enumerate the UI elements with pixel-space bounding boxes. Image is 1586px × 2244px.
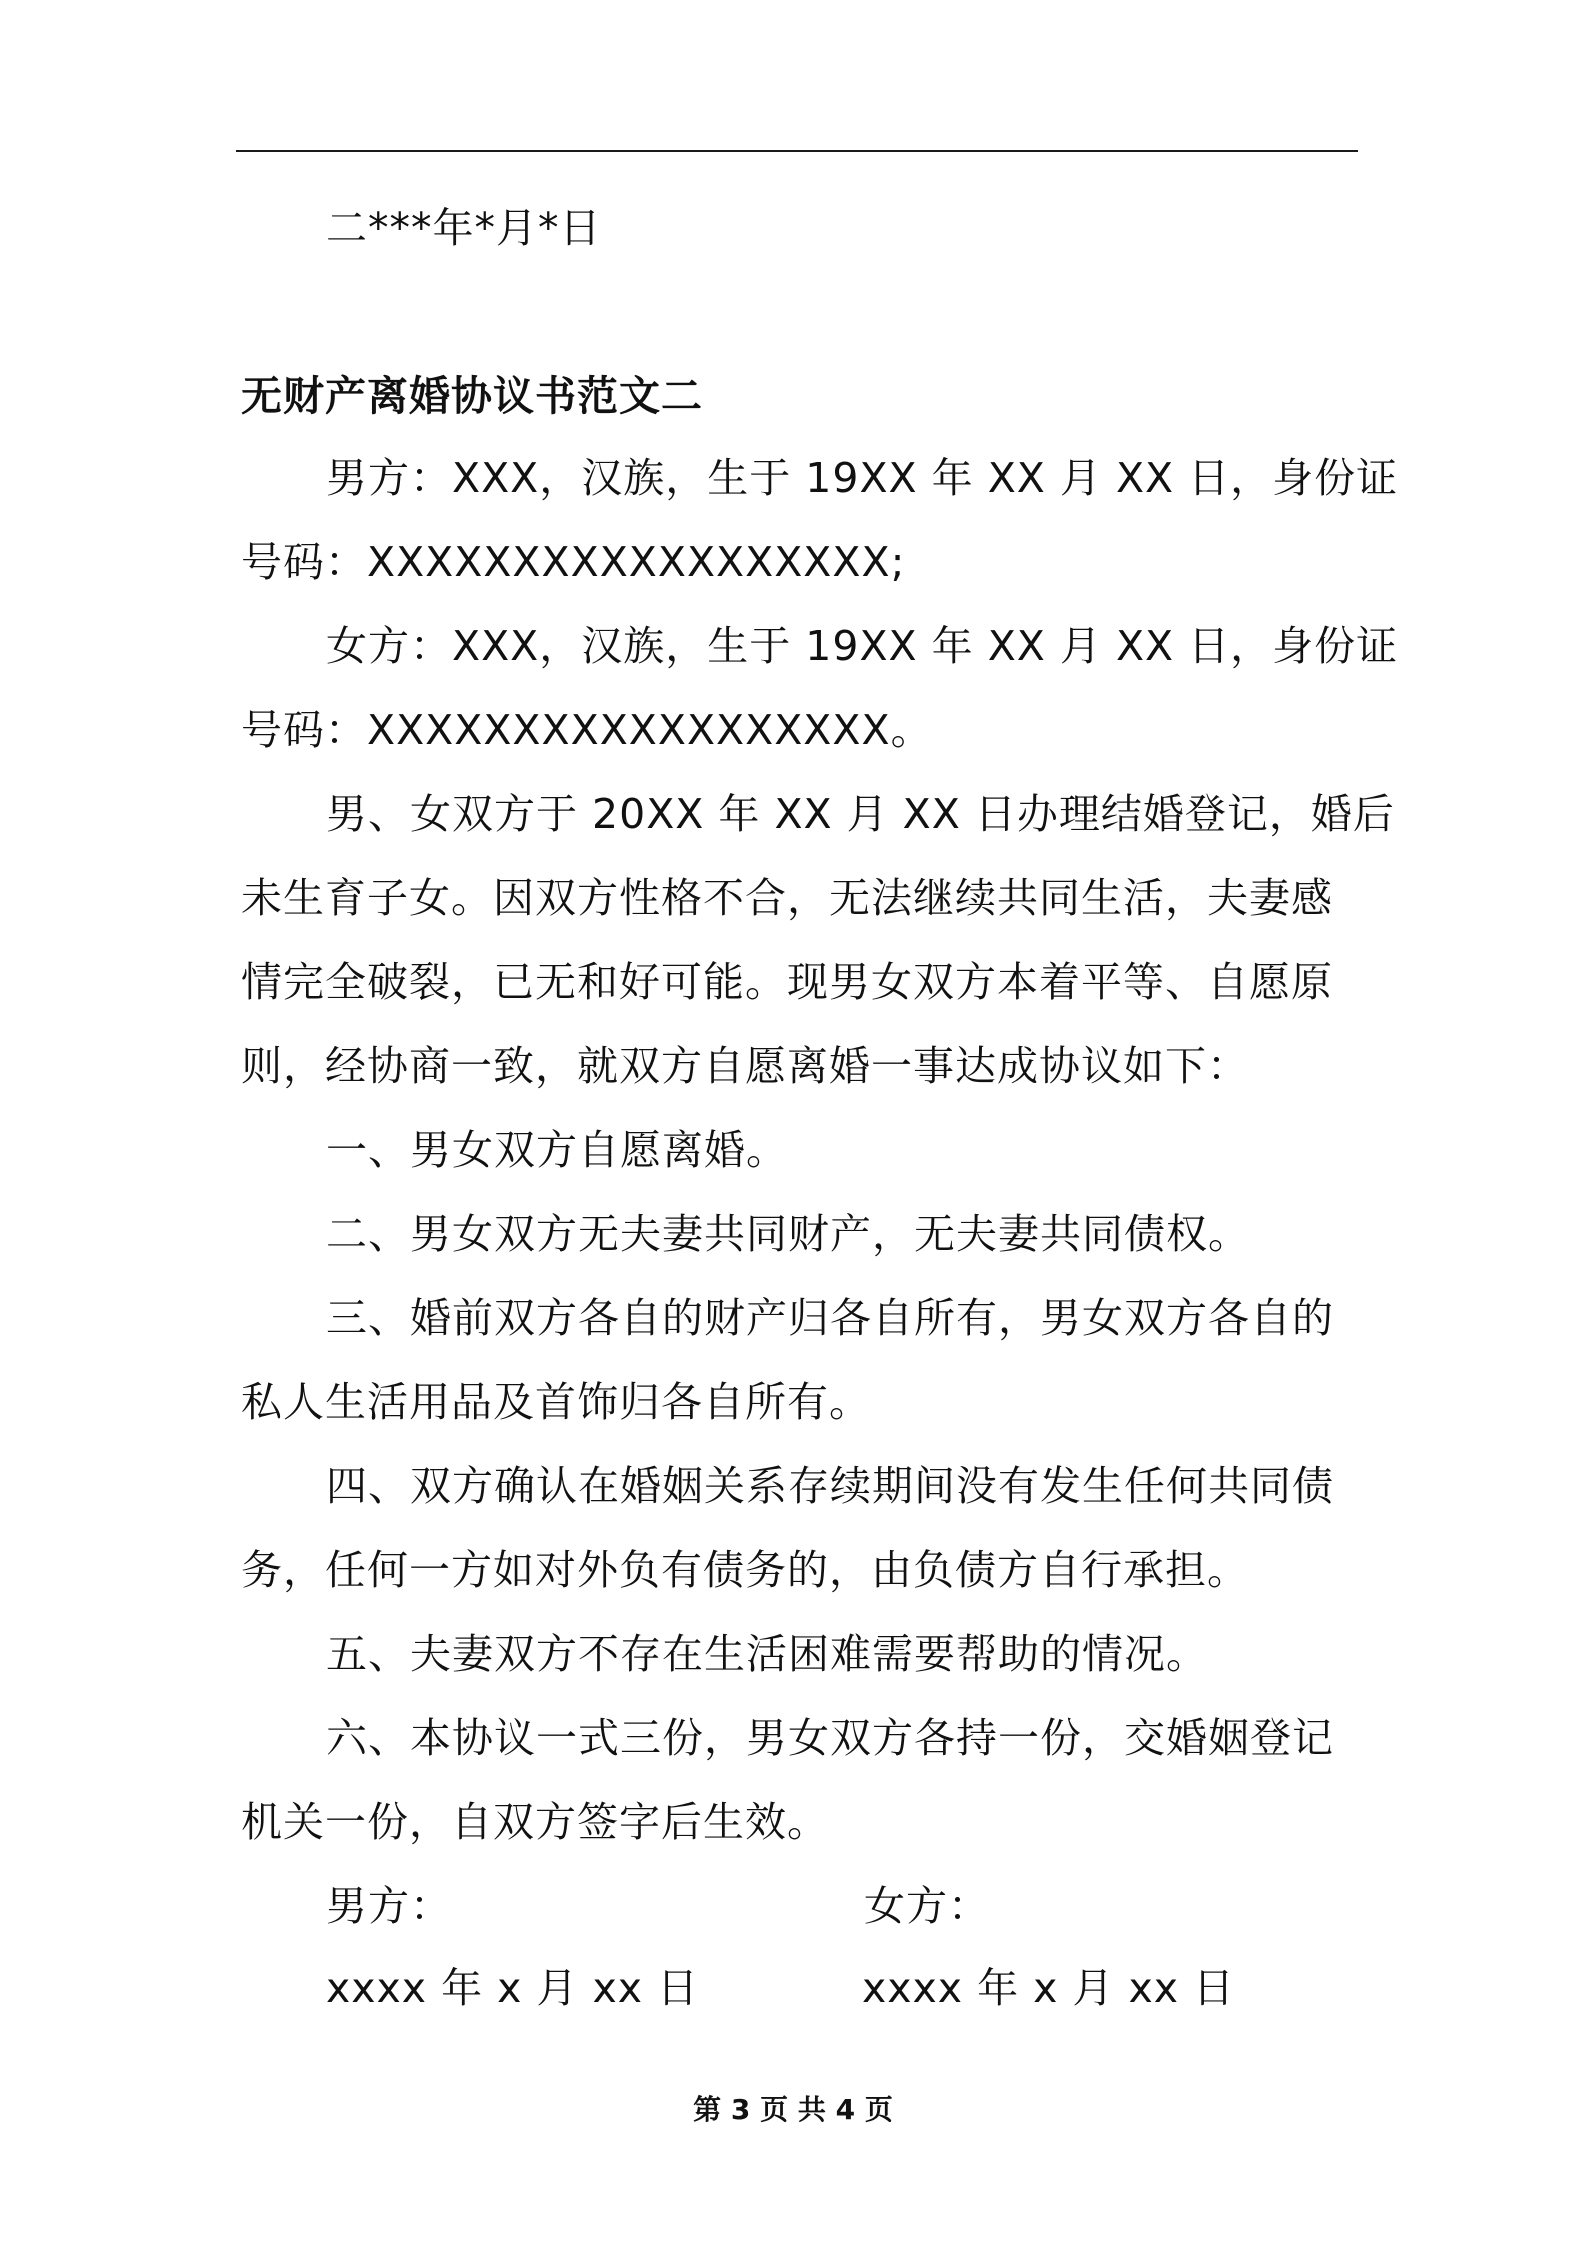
clause-4-line-1: 四、双方确认在婚姻关系存续期间没有发生任何共同债 — [326, 1462, 1334, 1510]
clause-5: 五、夫妻双方不存在生活困难需要帮助的情况。 — [326, 1630, 1208, 1678]
intro-line-1: 男、女双方于 20XX 年 XX 月 XX 日办理结婚登记，婚后 — [326, 790, 1395, 838]
clause-6-line-2: 机关一份，自双方签字后生效。 — [241, 1798, 829, 1846]
intro-line-2: 未生育子女。因双方性格不合，无法继续共同生活，夫妻感 — [241, 874, 1333, 922]
clause-3-line-1: 三、婚前双方各自的财产归各自所有，男女双方各自的 — [326, 1294, 1334, 1342]
clause-1: 一、男女双方自愿离婚。 — [326, 1126, 788, 1174]
male-party-line-1: 男方：XXX，汉族，生于 19XX 年 XX 月 XX 日，身份证 — [326, 454, 1399, 502]
male-signature-date: xxxx 年 x 月 xx 日 — [326, 1964, 700, 2012]
female-party-line-1: 女方：XXX，汉族，生于 19XX 年 XX 月 XX 日，身份证 — [326, 622, 1399, 670]
section-title: 无财产离婚协议书范文二 — [241, 372, 703, 420]
date-line: 二***年*月*日 — [326, 204, 602, 252]
female-signature-label: 女方： — [864, 1882, 990, 1930]
intro-line-3: 情完全破裂，已无和好可能。现男女双方本着平等、自愿原 — [241, 958, 1333, 1006]
header-rule — [236, 150, 1358, 152]
male-signature-label: 男方： — [326, 1882, 452, 1930]
page-number-footer: 第 3 页 共 4 页 — [693, 2093, 893, 2126]
clause-2: 二、男女双方无夫妻共同财产，无夫妻共同债权。 — [326, 1210, 1250, 1258]
intro-line-4: 则，经协商一致，就双方自愿离婚一事达成协议如下： — [241, 1042, 1249, 1090]
clause-4-line-2: 务，任何一方如对外负有债务的，由负债方自行承担。 — [241, 1546, 1249, 1594]
clause-6-line-1: 六、本协议一式三份，男女双方各持一份，交婚姻登记 — [326, 1714, 1334, 1762]
clause-3-line-2: 私人生活用品及首饰归各自所有。 — [241, 1378, 871, 1426]
male-party-line-2: 号码：XXXXXXXXXXXXXXXXXX; — [241, 538, 906, 586]
female-party-line-2: 号码：XXXXXXXXXXXXXXXXXX。 — [241, 706, 933, 754]
female-signature-date: xxxx 年 x 月 xx 日 — [862, 1964, 1236, 2012]
